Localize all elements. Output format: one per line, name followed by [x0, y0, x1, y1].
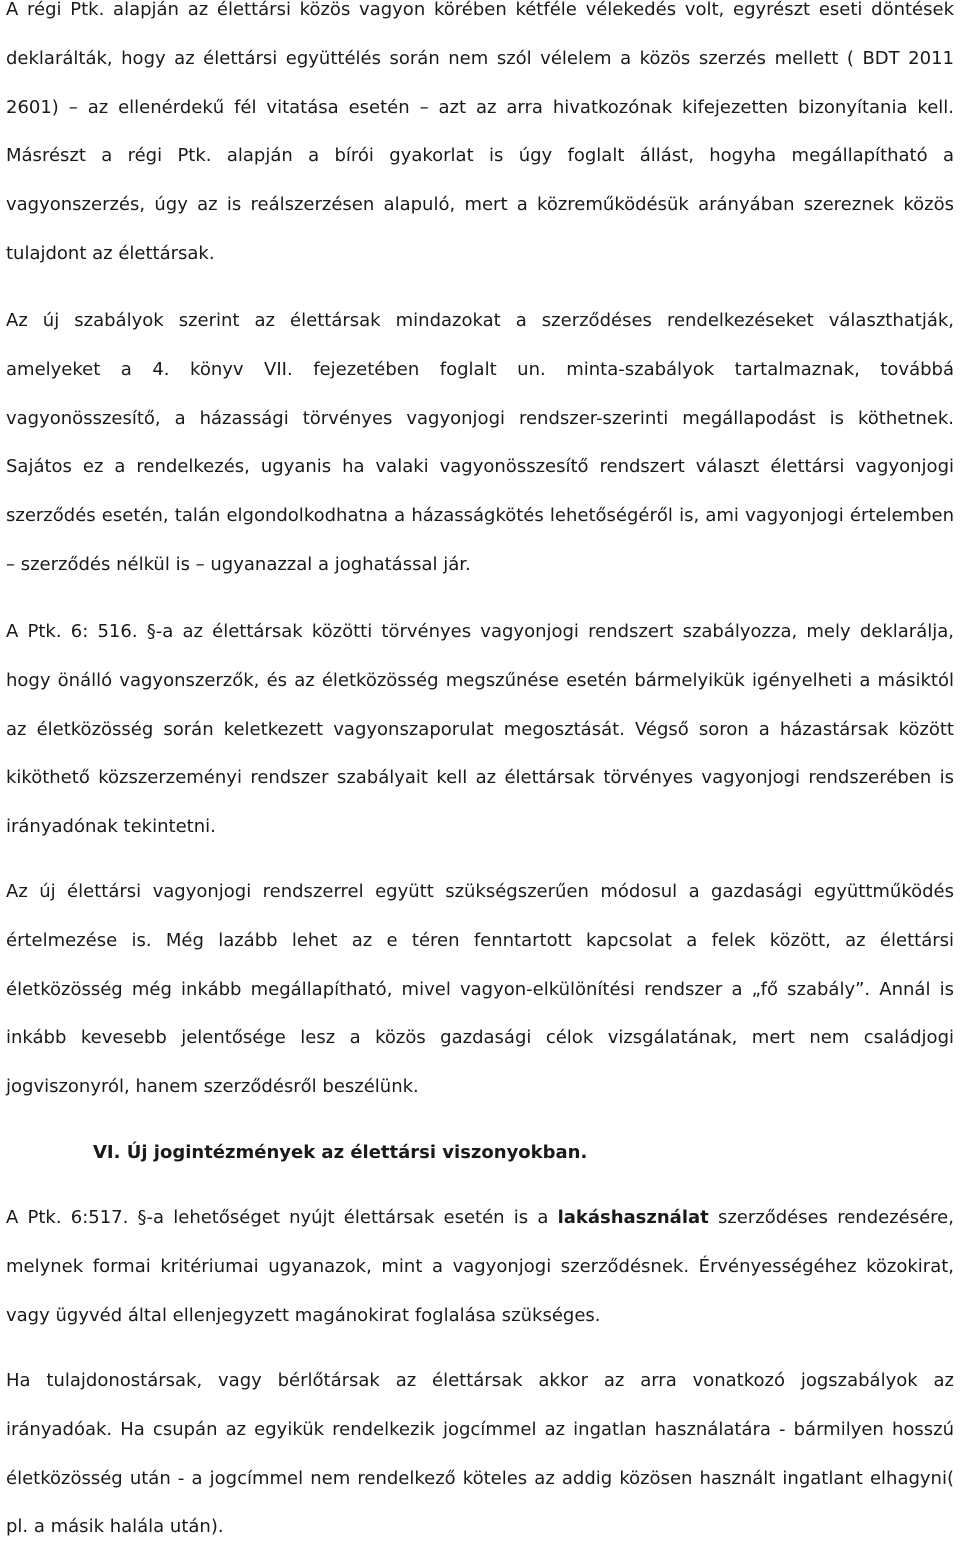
paragraph-co-owners: Ha tulajdonostársak, vagy bérlőtársak az élettársak akkor az arra vonatkozó jogszabályok az irányadóak. Ha csupán az egyikük rendelkezik jogcímmel az ingatlan használatára - bármilyen hosszú életközösség után - a jogcímmel nem rendelkező köteles az addig közösen használt ingatlant elhagyni( pl. a másik halála után).: [6, 1370, 954, 1538]
paragraph-ptk-517: [6, 1194, 954, 1340]
paragraph-ptk-516: A Ptk. 6: 516. §-a az élettársak közötti törvényes vagyonjogi rendszert szabályozza, mely deklarálja, hogy önálló vagyonszerzők, és az életközösség megszűnése esetén bármelyikük igényelheti a másiktól az életközösség során keletkezett vagyonszaporulat megosztását. Végső soron a házastársak között kiköthető közszerzeményi rendszer szabályait kell az élettársak törvényes vagyonjogi rendszerében is irányadónak tekintetni.: [6, 621, 954, 838]
paragraph-new-rules: Az új szabályok szerint az élettársak mindazokat a szerződéses rendelkezéseket választhatják, amelyeket a 4. könyv VII. fejezetében foglalt un. minta-szabályok tartalmaznak, továbbá vagyonösszesítő, a házassági törvényes vagyonjogi rendszer-szerinti megállapodást is köthetnek. Sajátos ez a rendelkezés, ugyanis ha valaki vagyonösszesítő rendszert választ élettársi vagyonjogi szerződés esetén, talán elgondolkodhatna a házasságkötés lehetőségéről is, ami vagyonjogi értelemben – szerződés nélkül is – ugyanazzal a joghatással jár.: [6, 310, 954, 575]
paragraph-common-property: A régi Ptk. alapján az élettársi közös vagyon körében kétféle vélekedés volt, egyrészt eseti döntések deklarálták, hogy az élettársi együttélés során nem szól vélelem a közös szerzés mellett ( BDT 2011 2601) – az ellenérdekű fél vitatása esetén – azt az arra hivatkozónak kifejezetten bizonyítania kell. Másrészt a régi Ptk. alapján a bírói gyakorlat is úgy foglalt állást, hogyha megállapítható a vagyonszerzés, úgy az is reálszerzésen alapuló, mert a közreműködésük arányában szereznek közös tulajdont az élettársak.: [6, 0, 954, 264]
paragraph-economic-cooperation: Az új élettársi vagyonjogi rendszerrel együtt szükségszerűen módosul a gazdasági együttműködés értelmezése is. Még lazább lehet az e téren fenntartott kapcsolat a felek között, az élettársi életközösség még inkább megállapítható, mivel vagyon-elkülönítési rendszer a „fő szabály”. Annál is inkább kevesebb jelentősége lesz a közös gazdasági célok vizsgálatának, mert nem családjogi jogviszonyról, hanem szerződésről beszélünk.: [6, 881, 954, 1098]
paragraph-ptk-517-end: szerződéses rendezésére, melynek formai kritériumai ugyanazok, mint a vagyonjogi szerződésnek. Érvényességéhez közokirat, vagy ügyvéd által ellenjegyzett magánokirat foglalása szükséges.: [6, 1207, 954, 1326]
section-heading: VI. Új jogintézmények az élettársi viszonyokban.: [93, 1142, 588, 1163]
paragraph-ptk-517-start: A Ptk. 6:517. §-a lehetőséget nyújt élettársak esetén is a: [6, 1207, 558, 1228]
term-lakashasznalat: lakáshasználat: [557, 1207, 709, 1228]
